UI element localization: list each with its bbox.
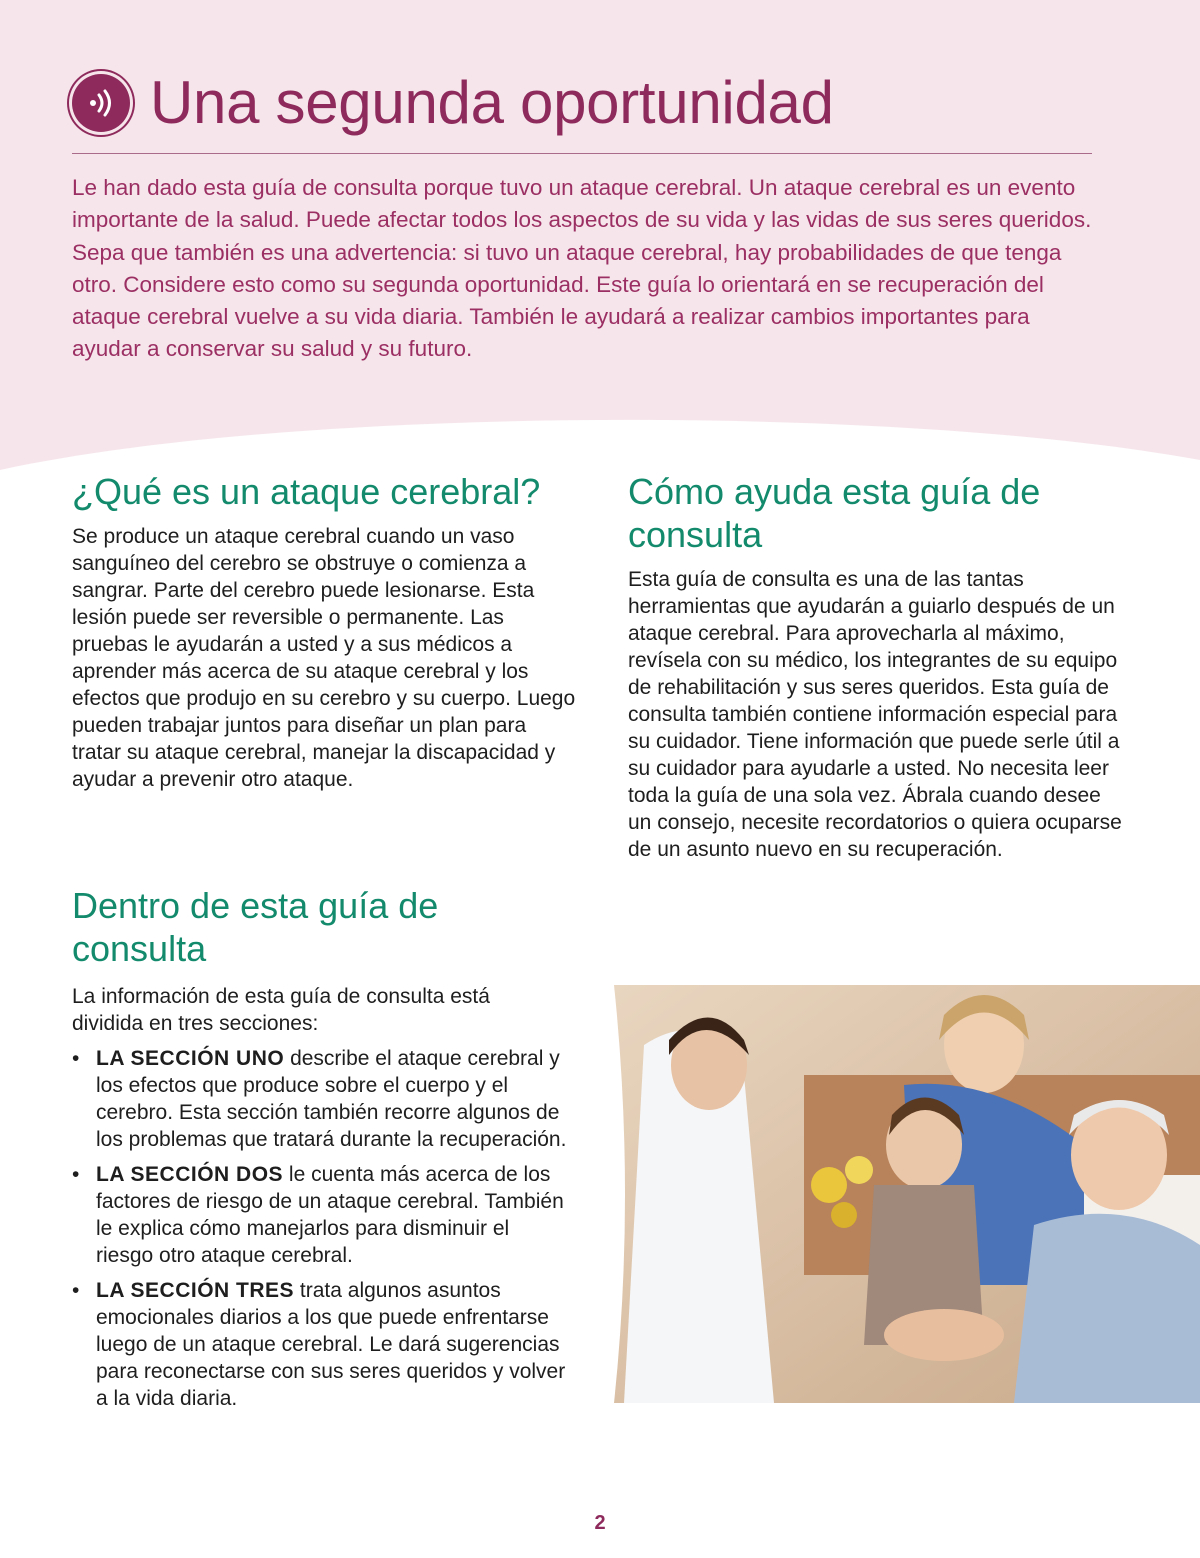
- intro-paragraph: Le han dado esta guía de consulta porque tuvo un ataque cerebral. Un ataque cerebral es un evento importante de la salud. Puede afectar todos los aspectos de su vida y las vidas de sus seres queridos. Sepa que también es una advertencia: si tuvo un ataque cerebral, hay probabilidades de que tenga otro. Considere esto como su segunda oportunidad. Este guía lo orientará en se recuperación del ataque cerebral vuelve a su vida diaria. También le ayudará a realizar cambios importantes para ayudar a conservar su salud y su futuro.: [72, 175, 1092, 362]
- list-item: [72, 1277, 572, 1412]
- section-text: describe el ataque cerebral y los efectos que produce sobre el cuerpo y el cerebro. Esta sección también recorre algunos de los problemas que tratará durante la recuperación.: [96, 1047, 567, 1151]
- section-text: le cuenta más acerca de los factores de riesgo de un ataque cerebral. También le explica cómo manejarlos para disminuir el riesgo otro ataque cerebral.: [96, 1163, 564, 1267]
- audio-waves-icon: [72, 74, 130, 132]
- title-row: [72, 68, 834, 137]
- list-bullet: •: [72, 1279, 80, 1302]
- what-is-stroke-body: Se produce un ataque cerebral cuando un vaso sanguíneo del cerebro se obstruye o comienza a sangrar. Parte del cerebro puede lesionarse. Esta lesión puede ser reversible o permanente. Las pruebas le ayudarán a usted y a sus médicos a aprender más acerca de su ataque cerebral y los efectos que produjo en su cerebro y su cuerpo. Luego pueden trabajar juntos para diseñar un plan para tratar su ataque cerebral, manejar la discapacidad y ayudar a prevenir otro ataque.: [72, 525, 576, 791]
- sections-list: [72, 1045, 572, 1420]
- list-item: [72, 1161, 572, 1269]
- list-item: [72, 1045, 572, 1153]
- family-photo: [614, 985, 1200, 1403]
- heading-what-is-stroke: ¿Qué es un ataque cerebral?: [72, 471, 541, 512]
- how-guide-helps-body: Esta guía de consulta es una de las tantas herramientas que ayudarán a guiarlo después de un ataque cerebral. Para aprovecharla al máximo, revísela con su médico, los integrantes de su equipo de rehabilitación y sus seres queridos. Esta guía de consulta también contiene información especial para su cuidador. Tiene información que puede serle útil a su cuidador para ayudarle a usted. No necesita leer toda la guía de una sola vez. Ábrala cuando desee un consejo, necesite recordatorios o quiera ocuparse de un asunto nuevo en su recuperación.: [628, 568, 1122, 861]
- section-label: LA SECCIÓN DOS: [96, 1163, 284, 1186]
- page-title: Una segunda oportunidad: [150, 69, 834, 136]
- list-bullet: •: [72, 1163, 80, 1186]
- section-label: LA SECCIÓN UNO: [96, 1047, 285, 1070]
- list-bullet: •: [72, 1047, 80, 1070]
- inside-guide-intro: La información de esta guía de consulta está dividida en tres secciones:: [72, 985, 490, 1035]
- section-text: trata algunos asuntos emocionales diarios a los que puede enfrentarse luego de un ataque cerebral. Le dará sugerencias para reconectarse con sus seres queridos y volver a la vida diaria.: [96, 1279, 566, 1410]
- page-number: 2: [594, 1512, 606, 1534]
- heading-inside-guide: Dentro de esta guía de consulta: [72, 885, 439, 969]
- title-divider: [72, 153, 1092, 154]
- section-label: LA SECCIÓN TRES: [96, 1279, 295, 1302]
- heading-how-guide-helps: Cómo ayuda esta guía de consulta: [628, 471, 1041, 555]
